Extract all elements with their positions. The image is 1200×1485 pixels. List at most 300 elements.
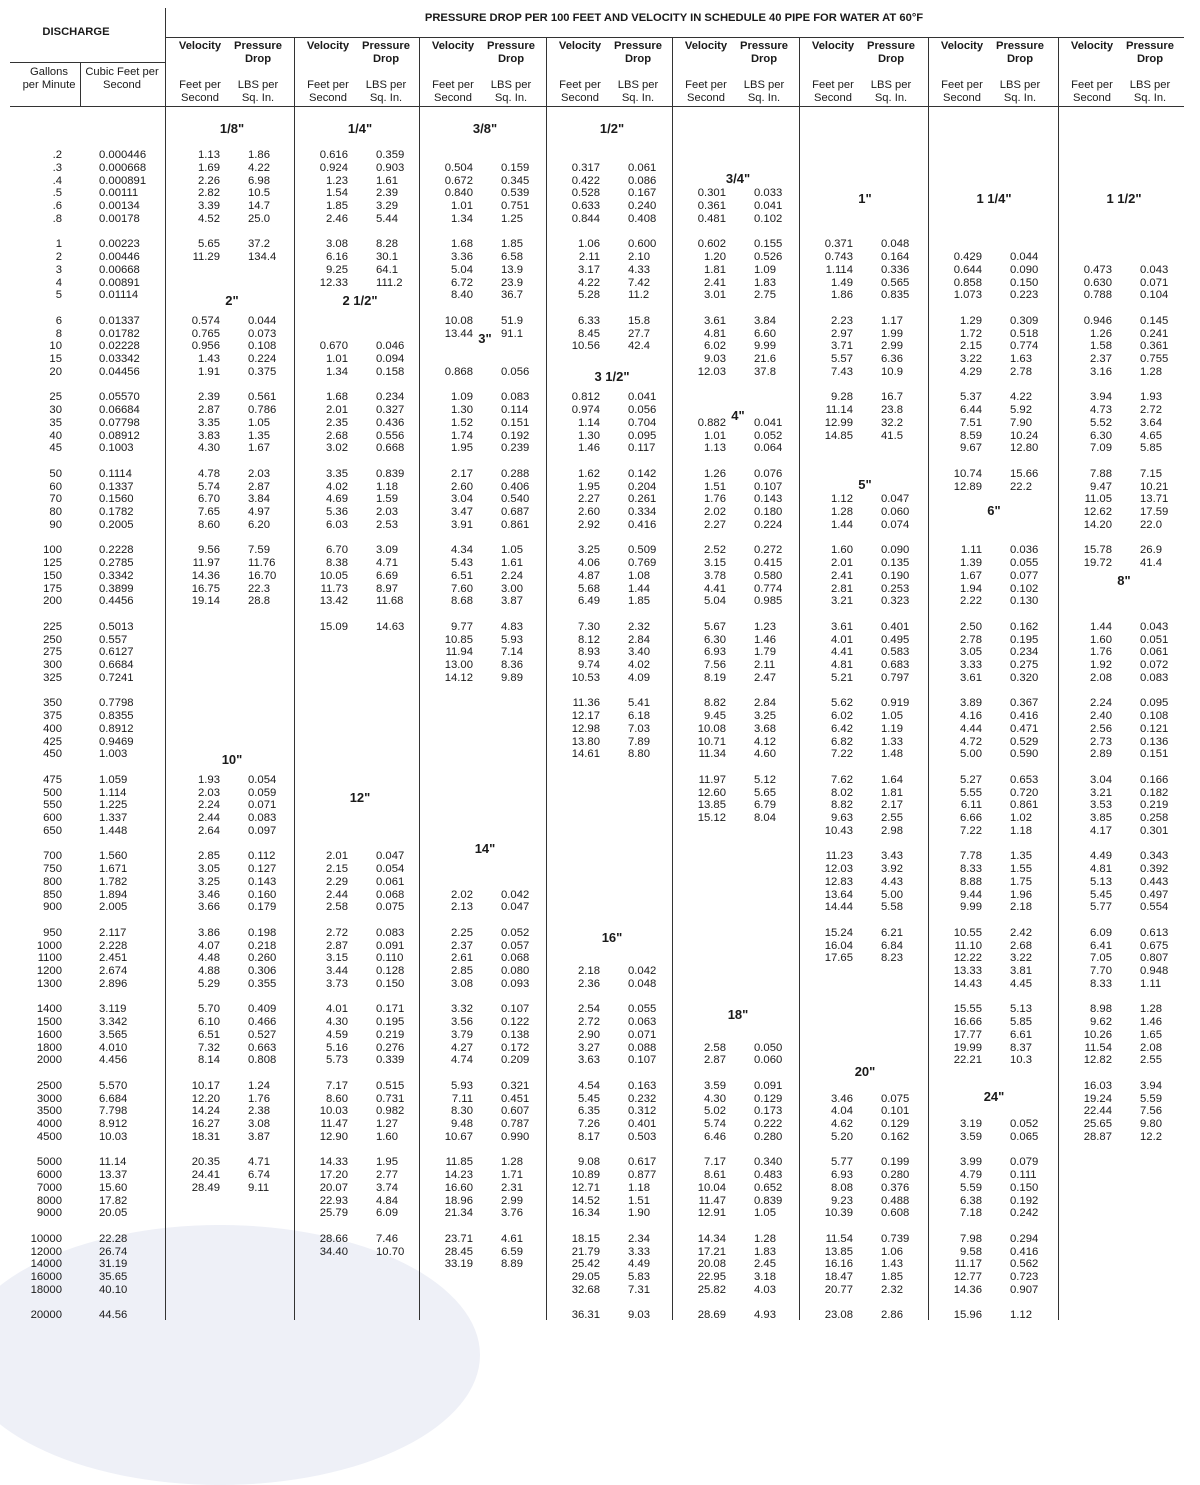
pressure-drop-value: 1.28 [501,1156,523,1169]
velocity-value: 14.43 [953,977,982,990]
velocity-value: 2.92 [578,518,600,531]
pressure-drop-value: 25.0 [248,212,270,225]
pressure-drop-value: 0.130 [1010,595,1039,608]
pressure-drop-value: 0.083 [248,812,277,824]
pressure-drop-value: 0.600 [628,238,657,251]
pressure-drop-value: 11.76 [248,557,276,569]
pressure-drop-value: 6.74 [248,1169,270,1181]
pressure-drop-value: 0.155 [754,238,783,251]
pressure-drop-value: 0.051 [1140,633,1169,646]
pressure-drop-value: 22.2 [1010,480,1032,493]
velocity-value: 12.60 [697,786,726,799]
pipe-size-label: 18" [727,1006,749,1022]
pressure-drop-value: 0.260 [248,952,277,965]
cfs-value: 6.684 [99,1092,128,1105]
velocity-value: 1.30 [451,404,473,416]
pressure-drop-value: 1.95 [376,1156,398,1169]
velocity-value: 3.08 [326,238,348,251]
velocity-value: 0.429 [953,251,982,263]
pipe-size-label: 24" [983,1089,1005,1105]
gpm-value: .2 [52,149,62,161]
pressure-drop-value: 0.180 [754,506,783,518]
velocity-value: 4.73 [1090,404,1112,416]
velocity-header: Velocity [306,40,350,52]
pressure-drop-value: 0.073 [248,327,277,340]
pressure-drop-value: 0.061 [376,875,405,888]
pressure-drop-value: 8.36 [501,659,523,671]
feet-per-second-header: Feet per Second [559,79,601,104]
cfs-value: 0.06684 [99,404,140,416]
velocity-value: 5.65 [198,238,220,251]
pressure-drop-value: 0.065 [1010,1130,1039,1143]
velocity-value: 7.18 [960,1207,982,1220]
pressure-drop-value: 0.110 [376,952,404,965]
pressure-drop-value: 0.561 [248,391,277,404]
pressure-drop-value: 0.239 [501,442,530,455]
pressure-drop-value: 0.117 [628,442,656,455]
velocity-value: 28.66 [319,1232,348,1245]
gpm-value: 475 [43,773,62,786]
pressure-drop-value: 4.33 [628,263,650,276]
pressure-drop-value: 0.151 [501,416,530,429]
velocity-value: 3.05 [198,863,220,875]
velocity-value: 2.87 [704,1054,726,1067]
velocity-value: 2.01 [326,850,348,863]
pressure-drop-value: 0.063 [628,1016,657,1028]
pressure-drop-value: 8.80 [628,748,650,761]
pressure-drop-value: 0.043 [1140,263,1169,276]
velocity-value: 4.44 [960,722,982,735]
gpm-value: 14000 [30,1258,62,1271]
pressure-drop-value: 0.047 [881,493,910,506]
velocity-value: 22.44 [1083,1105,1112,1118]
velocity-value: 17.65 [824,952,853,965]
pressure-drop-value: 27.7 [628,327,650,340]
pressure-drop-value: 0.443 [1140,875,1169,888]
pressure-drop-header: Pressure Drop [614,40,662,65]
pressure-drop-value: 0.114 [501,404,529,416]
velocity-value: 5.52 [1090,416,1112,429]
pressure-drop-value: 0.401 [628,1118,657,1130]
velocity-value: 5.57 [831,353,853,365]
pressure-drop-value: 0.527 [248,1028,277,1041]
velocity-value: 2.64 [198,824,220,837]
pressure-drop-value: 0.471 [1010,722,1039,735]
pressure-drop-value: 0.150 [1010,276,1039,289]
pressure-drop-value: 0.172 [501,1041,530,1054]
velocity-value: 9.77 [451,620,473,633]
pressure-drop-value: 0.097 [248,824,277,837]
velocity-value: 3.46 [831,1092,853,1105]
cfs-value: 5.570 [99,1079,128,1092]
pressure-drop-value: 1.76 [248,1092,270,1105]
pressure-drop-value: 22.0 [1140,518,1162,531]
velocity-value: 28.49 [191,1181,220,1194]
velocity-value: 3.15 [704,557,726,569]
velocity-value: 1.34 [326,365,348,378]
pressure-drop-value: 7.56 [1140,1105,1162,1118]
pressure-drop-value: 0.056 [628,404,657,416]
lbs-per-sq-in-header: LBS per Sq. In. [365,79,407,104]
pressure-drop-value: 4.71 [248,1156,270,1169]
pressure-drop-value: 1.48 [881,748,903,761]
cfs-value: 3.565 [99,1028,128,1041]
gpm-value: 150 [43,569,62,582]
gpm-value: 9000 [36,1207,62,1220]
velocity-value: 21.34 [444,1207,473,1220]
velocity-header: Velocity [684,40,728,52]
gpm-value: .8 [52,212,62,225]
pressure-drop-value: 0.306 [248,965,277,977]
velocity-value: 5.04 [451,263,473,276]
cfs-value: 0.2228 [99,544,134,557]
velocity-value: 11.10 [954,939,982,952]
velocity-value: 2.39 [198,391,220,404]
pressure-drop-value: 2.55 [1140,1054,1162,1067]
velocity-value: 3.04 [451,493,473,506]
velocity-value: 1.49 [831,276,853,289]
velocity-value: 7.26 [578,1118,600,1130]
velocity-value: 19.99 [953,1041,982,1054]
pressure-drop-value: 42.4 [628,340,650,353]
pressure-drop-value: 1.86 [248,149,270,161]
pressure-drop-value: 10.70 [376,1245,405,1258]
velocity-value: 1.073 [953,289,982,302]
pressure-drop-value: 0.739 [881,1232,910,1245]
gpm-value: 25 [49,391,62,404]
pressure-drop-value: 5.93 [501,633,523,646]
velocity-value: 1.01 [326,353,348,365]
pressure-drop-value: 0.309 [1010,314,1039,327]
pressure-drop-value: 0.071 [1140,276,1169,289]
cfs-value: 0.00178 [99,212,140,225]
velocity-value: 1.12 [831,493,853,506]
pressure-drop-value: 7.89 [628,735,650,748]
velocity-value: 25.79 [319,1207,348,1220]
velocity-value: 20.07 [319,1181,348,1194]
discharge-heading: DISCHARGE [42,26,110,38]
pressure-drop-value: 2.11 [754,659,776,671]
pressure-drop-value: 1.63 [1010,353,1032,365]
velocity-value: 25.65 [1083,1118,1112,1130]
pressure-drop-value: 0.675 [1140,939,1169,952]
pressure-drop-value: 6.58 [501,251,523,263]
pressure-drop-value: 0.060 [881,506,910,518]
velocity-value: 12.17 [571,710,600,722]
velocity-value: 3.99 [960,1156,982,1169]
pressure-drop-value: 13.9 [501,263,523,276]
velocity-value: 14.52 [571,1194,600,1207]
velocity-value: 2.23 [831,314,853,327]
pressure-drop-value: 1.23 [754,620,776,633]
pressure-drop-value: 0.731 [376,1092,405,1105]
pressure-drop-value: 0.182 [1140,786,1169,799]
pressure-drop-value: 0.617 [628,1156,657,1169]
pressure-drop-value: 6.84 [881,939,903,952]
pressure-drop-value: 0.072 [1140,659,1169,671]
feet-per-second-header: Feet per Second [812,79,854,104]
velocity-value: 1.93 [198,773,220,786]
gpm-value: 60 [49,480,62,493]
feet-per-second-header: Feet per Second [941,79,983,104]
pressure-drop-value: 0.209 [501,1054,530,1067]
pipe-size-label: 2" [225,292,239,308]
column-divider [672,37,673,1320]
pressure-drop-value: 0.224 [754,518,783,531]
cfs-value: 13.37 [99,1169,128,1181]
velocity-value: 2.24 [1090,697,1112,710]
velocity-value: 12.77 [953,1271,982,1283]
pressure-drop-value: 134.4 [248,251,277,263]
pressure-drop-value: 0.163 [628,1079,657,1092]
velocity-value: 1.01 [451,200,473,212]
pressure-drop-value: 0.108 [248,340,277,353]
pipe-size-label: 1 1/4" [976,190,1012,206]
gpm-value: 3000 [36,1092,62,1105]
gpm-value: 35 [49,416,62,429]
velocity-value: 5.04 [704,595,726,608]
pressure-drop-value: 0.234 [376,391,405,404]
pressure-drop-value: 0.982 [376,1105,405,1118]
pressure-drop-value: 3.64 [1140,416,1162,429]
pressure-drop-value: 2.84 [628,633,650,646]
pressure-drop-value: 0.323 [881,595,910,608]
pressure-drop-value: 1.24 [248,1079,270,1092]
velocity-value: 5.59 [960,1181,982,1194]
pressure-drop-value: 2.24 [501,569,523,582]
pressure-drop-value: 4.02 [628,659,650,671]
velocity-value: 3.94 [1090,391,1112,404]
velocity-value: 1.23 [326,174,348,187]
velocity-value: 6.10 [198,1016,220,1028]
velocity-value: 4.78 [198,467,220,480]
velocity-value: 1.60 [831,544,853,557]
velocity-value: 25.42 [571,1258,600,1271]
pressure-drop-value: 6.60 [754,327,776,340]
pressure-drop-value: 1.61 [376,174,398,187]
velocity-value: 6.46 [704,1130,726,1143]
velocity-value: 5.21 [831,671,853,684]
pressure-drop-value: 10.5 [248,187,270,200]
velocity-value: 0.361 [697,200,726,212]
cfs-value: 20.05 [99,1207,128,1220]
pressure-drop-value: 0.408 [628,212,657,225]
pressure-drop-value: 15.8 [628,314,650,327]
velocity-value: 8.14 [198,1054,220,1067]
lbs-per-sq-in-header: LBS per Sq. In. [1129,79,1171,104]
velocity-value: 2.01 [831,557,853,569]
velocity-value: 1.06 [578,238,600,251]
velocity-value: 17.20 [319,1169,348,1181]
velocity-value: 12.90 [319,1130,348,1143]
velocity-value: 6.51 [451,569,473,582]
gpm-value: 200 [43,595,62,608]
pressure-drop-value: 0.136 [1140,735,1169,748]
velocity-header: Velocity [1070,40,1114,52]
velocity-value: 12.98 [571,722,600,735]
pressure-drop-value: 0.877 [628,1169,657,1181]
velocity-value: 7.56 [704,659,726,671]
velocity-value: 6.51 [198,1028,220,1041]
velocity-value: 0.765 [191,327,220,340]
velocity-value: 10.08 [444,314,473,327]
pressure-drop-value: 0.219 [376,1028,405,1041]
pressure-drop-value: 2.84 [754,697,776,710]
pressure-drop-value: 0.416 [1010,710,1039,722]
pressure-drop-value: 0.565 [881,276,910,289]
velocity-value: 8.60 [198,518,220,531]
pressure-drop-value: 0.162 [1010,620,1039,633]
pressure-drop-value: 2.18 [1010,901,1032,914]
pressure-drop-value: 2.03 [376,506,398,518]
velocity-value: 1.30 [578,429,600,442]
pipe-size-label: 1" [858,190,872,206]
pressure-drop-value: 0.093 [501,977,530,990]
velocity-value: 14.20 [1083,518,1112,531]
velocity-value: 7.65 [198,506,220,518]
cfs-value: 0.04456 [99,365,140,378]
velocity-value: 8.93 [578,646,600,659]
pressure-drop-value: 0.080 [501,965,530,977]
pressure-drop-value: 3.87 [248,1130,270,1143]
pressure-drop-value: 1.08 [628,569,650,582]
pressure-drop-value: 0.361 [1140,340,1169,353]
velocity-value: 3.22 [960,353,982,365]
velocity-value: 3.21 [831,595,853,608]
gpm-value: 18000 [30,1283,62,1296]
velocity-value: 2.36 [578,977,600,990]
pressure-drop-value: 0.529 [1010,735,1039,748]
velocity-value: 2.52 [704,544,726,557]
velocity-value: 2.01 [326,404,348,416]
velocity-value: 14.12 [444,671,473,684]
gpm-value: 2500 [36,1079,62,1092]
velocity-value: 7.43 [831,365,853,378]
pressure-drop-value: 0.261 [628,493,657,506]
velocity-value: 8.60 [326,1092,348,1105]
pressure-drop-value: 0.167 [628,187,657,200]
velocity-value: 2.24 [198,799,220,812]
cfs-value: 4.456 [99,1054,128,1067]
pressure-drop-value: 0.102 [1010,582,1039,595]
velocity-value: 0.974 [571,404,600,416]
velocity-value: 7.78 [960,850,982,863]
velocity-value: 10.55 [953,926,982,939]
velocity-value: 0.946 [1083,314,1112,327]
pressure-drop-value: 0.052 [754,429,783,442]
pressure-drop-value: 0.219 [1140,799,1169,812]
pipe-size-label: 5" [858,477,872,493]
feet-per-second-header: Feet per Second [307,79,349,104]
pressure-drop-value: 0.774 [1010,340,1039,353]
velocity-value: 2.13 [451,901,473,914]
pressure-drop-value: 0.091 [376,939,405,952]
gpm-value: 50 [49,467,62,480]
gpm-value: 15 [49,353,62,365]
pressure-drop-value: 0.104 [1140,289,1169,302]
velocity-value: 6.70 [198,493,220,506]
cfs-value: 0.00446 [99,251,140,263]
velocity-value: 2.02 [704,506,726,518]
velocity-value: 12.22 [953,952,982,965]
cfs-value: 8.912 [99,1118,128,1130]
discharge-rule [10,62,166,63]
gpm-value: 4 [55,276,62,289]
cfs-value: 1.225 [99,799,128,812]
cfs-value: 2.228 [99,939,128,952]
velocity-value: 1.74 [451,429,473,442]
pressure-drop-value: 0.068 [501,952,530,965]
gpm-value: 125 [43,557,62,569]
velocity-value: 20.77 [824,1283,853,1296]
velocity-value: 6.03 [326,518,348,531]
velocity-value: 2.11 [578,251,600,263]
pressure-drop-value: 1.44 [628,582,650,595]
velocity-value: 4.52 [198,212,220,225]
velocity-value: 14.34 [697,1232,726,1245]
pressure-drop-value: 0.948 [1140,965,1169,977]
pressure-drop-value: 6.98 [248,174,270,187]
pipe-size-label: 14" [474,841,496,856]
velocity-value: 5.29 [198,977,220,990]
velocity-value: 3.78 [704,569,726,582]
velocity-value: 4.22 [578,276,600,289]
velocity-value: 4.41 [831,646,853,659]
pressure-drop-value: 5.13 [1010,1003,1032,1016]
velocity-value: 5.55 [960,786,982,799]
pressure-drop-value: 0.232 [628,1092,657,1105]
pipe-size-label: 20" [854,1063,876,1079]
velocity-value: 9.99 [960,901,982,914]
velocity-value: 6.30 [704,633,726,646]
pressure-drop-value: 4.09 [628,671,650,684]
velocity-value: 1.44 [1090,620,1112,633]
velocity-value: 2.58 [704,1041,726,1054]
pressure-drop-header: Pressure Drop [740,40,788,65]
gpm-value: 1400 [36,1003,62,1016]
cfs-value: 40.10 [99,1283,128,1296]
pressure-drop-value: 0.774 [754,582,783,595]
pipe-size-label: 3 1/2" [594,369,630,385]
cfs-value: 0.3342 [99,569,134,582]
velocity-value: 4.69 [326,493,348,506]
pressure-drop-value: 0.608 [881,1207,910,1220]
pressure-drop-value: 0.192 [1010,1194,1039,1207]
pressure-drop-value: 0.495 [881,633,910,646]
velocity-value: 1.69 [198,161,220,174]
pressure-drop-value: 1.46 [754,633,776,646]
gpm-value: 20000 [30,1309,62,1322]
pressure-drop-value: 10.3 [1010,1054,1032,1067]
velocity-value: 33.19 [444,1258,473,1271]
pressure-drop-value: 1.67 [248,442,270,455]
gpm-value: 90 [49,518,62,531]
pressure-drop-value: 1.64 [881,773,903,786]
cfs-value: 0.7798 [99,697,134,710]
cfs-value: 0.1337 [99,480,134,493]
velocity-value: 2.90 [578,1028,600,1041]
pressure-drop-value: 9.99 [754,340,776,353]
velocity-value: 7.22 [831,748,853,761]
pipe-size-label: 12" [349,790,371,805]
pressure-drop-value: 0.077 [1010,569,1039,582]
velocity-value: 9.23 [831,1194,853,1207]
velocity-value: 6.33 [578,314,600,327]
pressure-drop-value: 2.86 [881,1309,903,1322]
velocity-value: 10.05 [319,569,348,582]
pressure-drop-value: 0.102 [754,212,783,225]
pressure-drop-value: 51.9 [501,314,523,327]
